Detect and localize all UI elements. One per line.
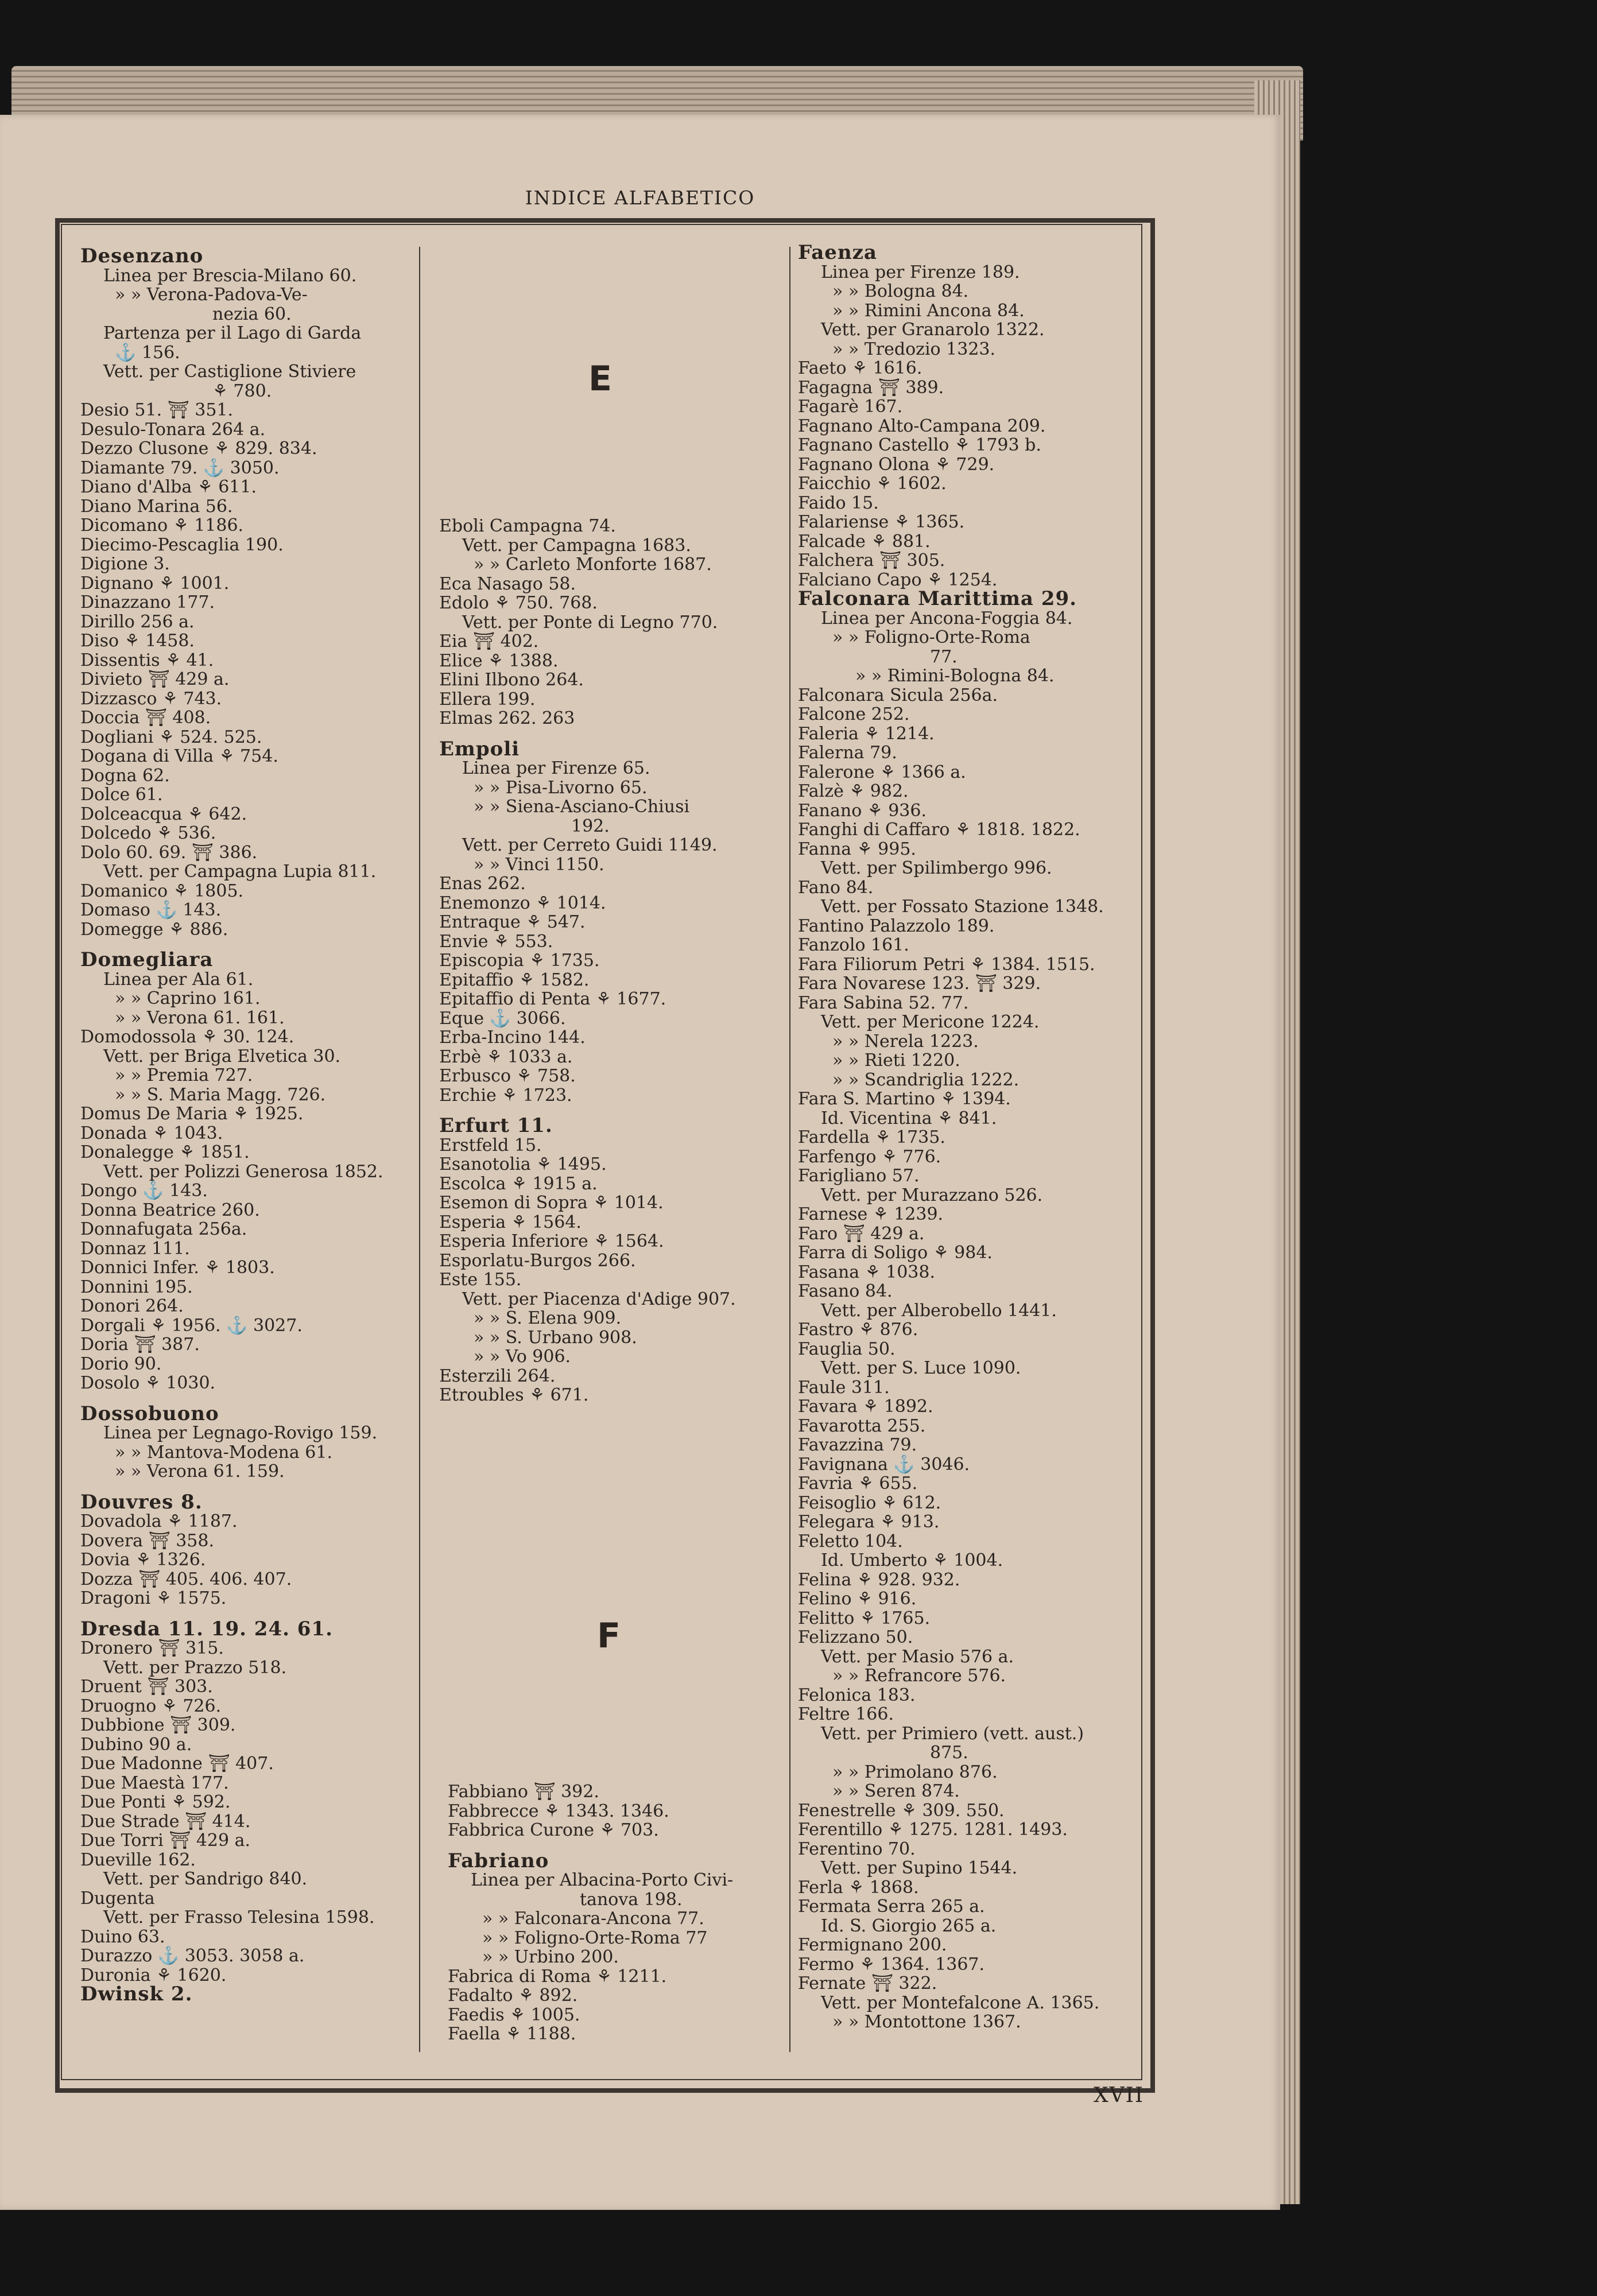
index-entry: Fermo ⚘ 1364. 1367.	[798, 1954, 985, 1975]
index-entry: Fasano 84.	[798, 1281, 893, 1301]
index-entry: Durazzo ⚓ 3053. 3058 a.	[80, 1946, 305, 1966]
index-entry: Desulo-Tonara 264 a.	[80, 419, 266, 440]
index-entry: Vett. per Piacenza d'Adige 907.	[462, 1289, 736, 1309]
index-entry: Vett. per Masio 576 a.	[821, 1646, 1014, 1667]
index-entry: » » Premia 727.	[115, 1065, 253, 1085]
index-entry: Dogna 62.	[80, 765, 170, 786]
index-entry: Fabbrecce ⚘ 1343. 1346.	[448, 1801, 669, 1821]
index-entry: » » Primolano 876.	[832, 1762, 998, 1782]
index-entry: Falchera ⛩ 305.	[798, 550, 945, 571]
index-entry: Vett. per Prazzo 518.	[103, 1657, 287, 1678]
index-entry: Erchie ⚘ 1723.	[439, 1085, 572, 1106]
index-entry: Faedis ⚘ 1005.	[448, 2004, 580, 2025]
index-entry: Vett. per Sandrigo 840.	[103, 1869, 308, 1889]
page-header: INDICE ALFABETICO	[525, 187, 755, 209]
index-entry: Fardella ⚘ 1735.	[798, 1127, 945, 1147]
index-entry: Ellera 199.	[439, 689, 536, 709]
index-entry: Id. Umberto ⚘ 1004.	[821, 1550, 1003, 1570]
index-column-1	[80, 247, 413, 2004]
index-entry: » » Foligno-Orte-Roma 77	[482, 1927, 708, 1948]
index-entry: Esporlatu-Burgos 266.	[439, 1250, 636, 1271]
index-entry: Dolceacqua ⚘ 642.	[80, 804, 247, 824]
index-entry: Dogliani ⚘ 524. 525.	[80, 727, 262, 747]
index-entry: » » Rieti 1220.	[832, 1050, 960, 1071]
index-entry: » » Vinci 1150.	[474, 854, 604, 875]
index-heading: Fabriano	[448, 1849, 549, 1872]
index-entry: Faido 15.	[798, 492, 879, 513]
index-entry: » » Foligno-Orte-Roma	[832, 627, 1030, 647]
index-entry: Farfengo ⚘ 776.	[798, 1146, 941, 1167]
index-entry: Fabbrica Curone ⚘ 703.	[448, 1820, 659, 1840]
index-entry: Falciano Capo ⚘ 1254.	[798, 569, 998, 590]
index-entry: Diso ⚘ 1458.	[80, 631, 195, 651]
index-entry: Druent ⛩ 303.	[80, 1677, 213, 1697]
index-entry: Favarotta 255.	[798, 1415, 926, 1436]
index-entry: Donada ⚘ 1043.	[80, 1123, 223, 1143]
index-entry: Fagagna ⛩ 389.	[798, 377, 944, 398]
index-entry: Episcopia ⚘ 1735.	[439, 951, 600, 971]
index-entry: Linea per Firenze 189.	[821, 262, 1020, 282]
index-entry: » » Verona 61. 161.	[115, 1007, 285, 1028]
index-entry: Dinazzano 177.	[80, 592, 215, 612]
index-entry: Dubbione ⛩ 309.	[80, 1715, 236, 1735]
index-entry: Fara Novarese 123. ⛩ 329.	[798, 974, 1041, 994]
index-entry: » » Montottone 1367.	[832, 2012, 1021, 2032]
index-entry: » » Bologna 84.	[832, 281, 969, 301]
index-entry: Due Madonne ⛩ 407.	[80, 1754, 274, 1774]
index-entry: Dicomano ⚘ 1186.	[80, 515, 244, 536]
index-entry: Dovadola ⚘ 1187.	[80, 1511, 238, 1531]
index-entry: Favignana ⚓ 3046.	[798, 1454, 970, 1475]
index-entry: Esperia ⚘ 1564.	[439, 1212, 582, 1232]
index-entry: Fagnano Alto-Campana 209.	[798, 416, 1046, 436]
index-entry: » » S. Urbano 908.	[474, 1327, 637, 1348]
index-entry: » » Pisa-Livorno 65.	[474, 777, 648, 798]
index-entry: Diano d'Alba ⚘ 611.	[80, 477, 257, 497]
index-entry: Vett. per Polizzi Generosa 1852.	[103, 1161, 383, 1182]
index-entry: Falerone ⚘ 1366 a.	[798, 762, 966, 782]
column-divider-2	[789, 247, 790, 2052]
index-entry: Falariense ⚘ 1365.	[798, 512, 965, 532]
index-entry: Fastro ⚘ 876.	[798, 1320, 918, 1340]
index-entry: Vett. per Primiero (vett. aust.)	[821, 1723, 1084, 1744]
index-entry: Domaso ⚓ 143.	[80, 900, 222, 920]
index-entry: Fano 84.	[798, 877, 874, 898]
index-entry: Ferentino 70.	[798, 1839, 916, 1859]
index-entry: Donnini 195.	[80, 1277, 193, 1297]
index-entry: Dovia ⚘ 1326.	[80, 1550, 206, 1570]
index-entry: Entraque ⚘ 547.	[439, 912, 586, 932]
index-entry: Vett. per Campagna 1683.	[462, 535, 691, 556]
index-entry: Diecimo-Pescaglia 190.	[80, 534, 284, 555]
index-entry: » » Refrancore 576.	[832, 1666, 1006, 1686]
index-entry: Vett. per Briga Elvetica 30.	[103, 1046, 341, 1066]
index-entry: Envie ⚘ 553.	[439, 931, 553, 952]
index-entry: Felegara ⚘ 913.	[798, 1512, 940, 1532]
index-entry: Elmas 262. 263	[439, 708, 575, 728]
index-entry: Epitaffio ⚘ 1582.	[439, 969, 590, 990]
index-entry: ⚓ 156.	[115, 342, 180, 363]
index-entry: Falconara Sicula 256a.	[798, 685, 998, 705]
index-entry: Dezzo Clusone ⚘ 829. 834.	[80, 439, 317, 459]
index-entry: Due Torri ⛩ 429 a.	[80, 1830, 251, 1851]
index-entry: Fauglia 50.	[798, 1339, 896, 1359]
index-entry: » » Siena-Asciano-Chiusi	[474, 797, 690, 817]
index-entry: Linea per Legnago-Rovigo 159.	[103, 1423, 378, 1443]
index-entry: Farra di Soligo ⚘ 984.	[798, 1243, 993, 1263]
index-heading: Dwinsk 2.	[80, 1983, 193, 2006]
index-entry: Felizzano 50.	[798, 1627, 913, 1647]
index-entry: Felitto ⚘ 1765.	[798, 1608, 931, 1628]
index-entry: Linea per Albacina-Porto Civi-	[471, 1870, 734, 1890]
index-entry: Vett. per Montefalcone A. 1365.	[821, 1992, 1100, 2013]
index-entry: Favara ⚘ 1892.	[798, 1397, 933, 1417]
index-entry: Elini Ilbono 264.	[439, 670, 584, 690]
index-entry: Desio 51. ⛩ 351.	[80, 400, 234, 420]
index-entry: Digione 3.	[80, 554, 170, 574]
index-entry: Dizzasco ⚘ 743.	[80, 688, 222, 709]
index-entry: Dugenta	[80, 1888, 155, 1909]
index-entry: Id. S. Giorgio 265 a.	[821, 1915, 997, 1936]
index-entry: tanova 198.	[580, 1889, 683, 1910]
index-entry: Eca Nasago 58.	[439, 573, 576, 594]
index-entry: Eia ⛩ 402.	[439, 631, 539, 651]
index-entry: » » Tredozio 1323.	[832, 339, 996, 359]
index-entry: Domegge ⚘ 886.	[80, 919, 228, 940]
index-entry: Vett. per Granarolo 1322.	[821, 320, 1045, 340]
index-entry: Feletto 104.	[798, 1531, 903, 1552]
section-letter-f: F	[597, 1616, 621, 1656]
index-entry: Faleria ⚘ 1214.	[798, 723, 935, 744]
index-entry: » » Seren 874.	[832, 1781, 960, 1801]
index-entry: Fabrica di Roma ⚘ 1211.	[448, 1966, 667, 1987]
index-entry: Donnaz 111.	[80, 1238, 190, 1259]
index-entry: Dorio 90.	[80, 1353, 162, 1374]
index-entry: Domodossola ⚘ 30. 124.	[80, 1027, 294, 1047]
index-entry: Linea per Firenze 65.	[462, 758, 650, 778]
index-entry: » » Vo 906.	[474, 1347, 571, 1367]
index-entry: 192.	[571, 816, 610, 836]
index-entry: Eque ⚓ 3066.	[439, 1008, 566, 1029]
index-entry: Vett. per Alberobello 1441.	[821, 1300, 1057, 1321]
index-entry: Esanotolia ⚘ 1495.	[439, 1154, 607, 1174]
index-entry: » » Carleto Monforte 1687.	[474, 554, 712, 575]
index-heading: Domegliara	[80, 948, 214, 971]
index-entry: Falcade ⚘ 881.	[798, 531, 931, 552]
index-entry: Felonica 183.	[798, 1685, 916, 1705]
index-entry: Dolo 60. 69. ⛩ 386.	[80, 842, 258, 863]
index-entry: Due Strade ⛩ 414.	[80, 1811, 251, 1832]
index-entry: Linea per Ala 61.	[103, 969, 254, 990]
index-entry: Este 155.	[439, 1270, 522, 1290]
index-entry: Dozza ⛩ 405. 406. 407.	[80, 1569, 292, 1589]
index-heading: Dossobuono	[80, 1402, 219, 1425]
index-entry: Dorgali ⚘ 1956. ⚓ 3027.	[80, 1315, 303, 1336]
index-entry: Dosolo ⚘ 1030.	[80, 1373, 216, 1393]
section-letter-e: E	[588, 359, 612, 399]
index-entry: Ferla ⚘ 1868.	[798, 1877, 919, 1898]
index-heading: Dresda 11. 19. 24. 61.	[80, 1617, 333, 1640]
index-entry: Falzè ⚘ 982.	[798, 781, 909, 801]
index-entry: » » Verona-Padova-Ve-	[115, 285, 308, 305]
index-entry: » » Nerela 1223.	[832, 1031, 979, 1052]
index-entry: Dirillo 256 a.	[80, 611, 195, 632]
index-entry: Linea per Brescia-Milano 60.	[103, 265, 357, 286]
index-entry: Fara S. Martino ⚘ 1394.	[798, 1089, 1011, 1109]
index-entry: Escolca ⚘ 1915 a.	[439, 1173, 598, 1194]
index-entry: Dueville 162.	[80, 1849, 196, 1870]
index-entry: Dragoni ⚘ 1575.	[80, 1588, 227, 1608]
index-entry: Due Maestà 177.	[80, 1773, 229, 1793]
index-entry: Fabbiano ⛩ 392.	[448, 1782, 599, 1802]
index-entry: Vett. per Ponte di Legno 770.	[462, 612, 718, 633]
index-entry: Eboli Campagna 74.	[439, 516, 616, 536]
index-entry: Esemon di Sopra ⚘ 1014.	[439, 1193, 664, 1213]
index-entry: Vett. per S. Luce 1090.	[821, 1358, 1021, 1378]
page-number: XVII	[1094, 2084, 1145, 2107]
index-entry: Diano Marina 56.	[80, 496, 233, 517]
index-entry: Id. Vicentina ⚘ 841.	[821, 1108, 997, 1128]
index-entry: Dissentis ⚘ 41.	[80, 650, 214, 670]
index-entry: Dolce 61.	[80, 785, 163, 805]
index-entry: Fadalto ⚘ 892.	[448, 1985, 578, 2006]
index-entry: Divieto ⛩ 429 a.	[80, 669, 230, 689]
index-entry: Faro ⛩ 429 a.	[798, 1223, 925, 1244]
index-entry: Vett. per Frasso Telesina 1598.	[103, 1907, 375, 1927]
index-entry: Domanico ⚘ 1805.	[80, 881, 244, 901]
index-entry: » » Urbino 200.	[482, 1947, 619, 1967]
index-heading: Douvres 8.	[80, 1490, 203, 1514]
index-entry: » » S. Elena 909.	[474, 1308, 622, 1328]
index-entry: Fagnano Castello ⚘ 1793 b.	[798, 435, 1041, 455]
index-entry: Erbè ⚘ 1033 a.	[439, 1046, 573, 1067]
index-entry: Vett. per Supino 1544.	[821, 1858, 1018, 1878]
column-divider-1	[419, 247, 420, 2052]
index-entry: Etroubles ⚘ 671.	[439, 1385, 589, 1405]
index-entry: Favria ⚘ 655.	[798, 1473, 918, 1494]
index-entry: » » Scandriglia 1222.	[832, 1069, 1020, 1090]
index-entry: Fanano ⚘ 936.	[798, 800, 927, 821]
index-entry: Partenza per il Lago di Garda	[103, 323, 362, 343]
index-entry: Dolcedo ⚘ 536.	[80, 823, 216, 843]
index-entry: Elice ⚘ 1388.	[439, 650, 559, 671]
index-entry: Farigliano 57.	[798, 1166, 920, 1186]
index-entry: Erstfeld 15.	[439, 1135, 542, 1155]
index-entry: Duronia ⚘ 1620.	[80, 1965, 227, 1985]
index-entry: Edolo ⚘ 750. 768.	[439, 593, 598, 613]
index-entry: Linea per Ancona-Foggia 84.	[821, 608, 1073, 629]
index-entry: Favazzina 79.	[798, 1435, 917, 1455]
index-entry: Donnici Infer. ⚘ 1803.	[80, 1258, 275, 1278]
index-column-2-f	[448, 1782, 786, 2044]
index-entry: 875.	[930, 1743, 968, 1763]
index-entry: Felino ⚘ 916.	[798, 1589, 917, 1609]
index-entry: Fermignano 200.	[798, 1935, 947, 1955]
index-entry: Fermata Serra 265 a.	[798, 1896, 985, 1917]
index-entry: Vett. per Mericone 1224.	[821, 1012, 1040, 1032]
index-heading: Desenzano	[80, 245, 204, 267]
index-heading: Faenza	[798, 241, 877, 264]
index-entry: Donna Beatrice 260.	[80, 1200, 260, 1220]
index-entry: Diamante 79. ⚓ 3050.	[80, 457, 280, 478]
index-entry: Fara Sabina 52. 77.	[798, 992, 969, 1013]
index-entry: » » Rimini-Bologna 84.	[855, 666, 1055, 686]
index-entry: Faeto ⚘ 1616.	[798, 358, 922, 378]
index-entry: Dubino 90 a.	[80, 1734, 192, 1755]
index-entry: Ferentillo ⚘ 1275. 1281. 1493.	[798, 1820, 1068, 1840]
index-entry: » » S. Maria Magg. 726.	[115, 1084, 326, 1105]
index-entry: » » Rimini Ancona 84.	[832, 300, 1025, 321]
index-entry: Fernate ⛩ 322.	[798, 1973, 937, 1994]
index-entry: Feisoglio ⚘ 612.	[798, 1492, 941, 1513]
index-entry: Esperia Inferiore ⚘ 1564.	[439, 1231, 664, 1251]
index-entry: Duino 63.	[80, 1926, 165, 1947]
index-entry: Fanzolo 161.	[798, 935, 909, 955]
index-entry: Donalegge ⚘ 1851.	[80, 1142, 250, 1162]
index-entry: Dogana di Villa ⚘ 754.	[80, 746, 278, 766]
index-entry: Druogno ⚘ 726.	[80, 1696, 222, 1716]
index-entry: Fenestrelle ⚘ 309. 550.	[798, 1800, 1005, 1821]
index-entry: Felina ⚘ 928. 932.	[798, 1569, 960, 1590]
index-entry: Falcone 252.	[798, 704, 910, 724]
index-entry: Vett. per Spilimbergo 996.	[821, 858, 1052, 878]
index-entry: Doria ⛩ 387.	[80, 1335, 200, 1355]
index-entry: Fanna ⚘ 995.	[798, 839, 916, 859]
index-entry: Erba-Incino 144.	[439, 1027, 586, 1048]
index-entry: Enas 262.	[439, 874, 526, 894]
index-entry: Vett. per Campagna Lupia 811.	[103, 862, 377, 882]
index-entry: Fagnano Olona ⚘ 729.	[798, 454, 995, 475]
index-entry: » » Caprino 161.	[115, 988, 261, 1009]
index-entry: Due Ponti ⚘ 592.	[80, 1792, 231, 1812]
index-entry: Epitaffio di Penta ⚘ 1677.	[439, 989, 666, 1009]
index-entry: » » Verona 61. 159.	[115, 1461, 285, 1481]
index-entry: Faicchio ⚘ 1602.	[798, 474, 947, 494]
index-entry: Enemonzo ⚘ 1014.	[439, 893, 606, 913]
index-entry: Vett. per Castiglione Stiviere	[103, 362, 356, 382]
index-entry: Faule 311.	[798, 1377, 890, 1398]
index-entry: Domus De Maria ⚘ 1925.	[80, 1104, 304, 1124]
index-entry: Falerna 79.	[798, 743, 897, 763]
index-entry: Fantino Palazzolo 189.	[798, 916, 995, 936]
index-entry: Vett. per Murazzano 526.	[821, 1185, 1043, 1205]
index-entry: ⚘ 780.	[212, 381, 272, 401]
index-entry: Dronero ⛩ 315.	[80, 1638, 224, 1658]
index-heading: Erfurt 11.	[439, 1114, 553, 1137]
index-entry: Dignano ⚘ 1001.	[80, 573, 230, 594]
index-entry: Fara Filiorum Petri ⚘ 1384. 1515.	[798, 954, 1095, 975]
index-entry: Doccia ⛩ 408.	[80, 708, 211, 728]
index-entry: Farnese ⚘ 1239.	[798, 1204, 944, 1224]
index-heading: Empoli	[439, 737, 520, 761]
index-entry: Fasana ⚘ 1038.	[798, 1262, 936, 1282]
index-entry: Fanghi di Caffaro ⚘ 1818. 1822.	[798, 820, 1080, 840]
index-entry: » » Mantova-Modena 61.	[115, 1442, 332, 1463]
index-entry: Fagarè 167.	[798, 397, 903, 417]
index-entry: Esterzili 264.	[439, 1366, 556, 1386]
index-entry: » » Falconara-Ancona 77.	[482, 1909, 704, 1929]
index-entry: nezia 60.	[212, 304, 292, 324]
index-entry: Donnafugata 256a.	[80, 1219, 247, 1239]
index-entry: Feltre 166.	[798, 1704, 894, 1724]
index-entry: Dongo ⚓ 143.	[80, 1181, 208, 1201]
index-entry: Erbusco ⚘ 758.	[439, 1066, 576, 1086]
index-entry: Vett. per Cerreto Guidi 1149.	[462, 835, 718, 855]
index-heading: Falconara Marittima 29.	[798, 587, 1077, 610]
index-column-3	[798, 243, 1142, 2032]
index-column-2-e	[439, 517, 784, 1405]
index-entry: Faella ⚘ 1188.	[448, 2024, 576, 2044]
index-entry: Vett. per Fossato Stazione 1348.	[821, 897, 1104, 917]
index-entry: Dovera ⛩ 358.	[80, 1530, 214, 1551]
index-entry: 77.	[930, 646, 958, 667]
index-entry: Donori 264.	[80, 1296, 184, 1316]
